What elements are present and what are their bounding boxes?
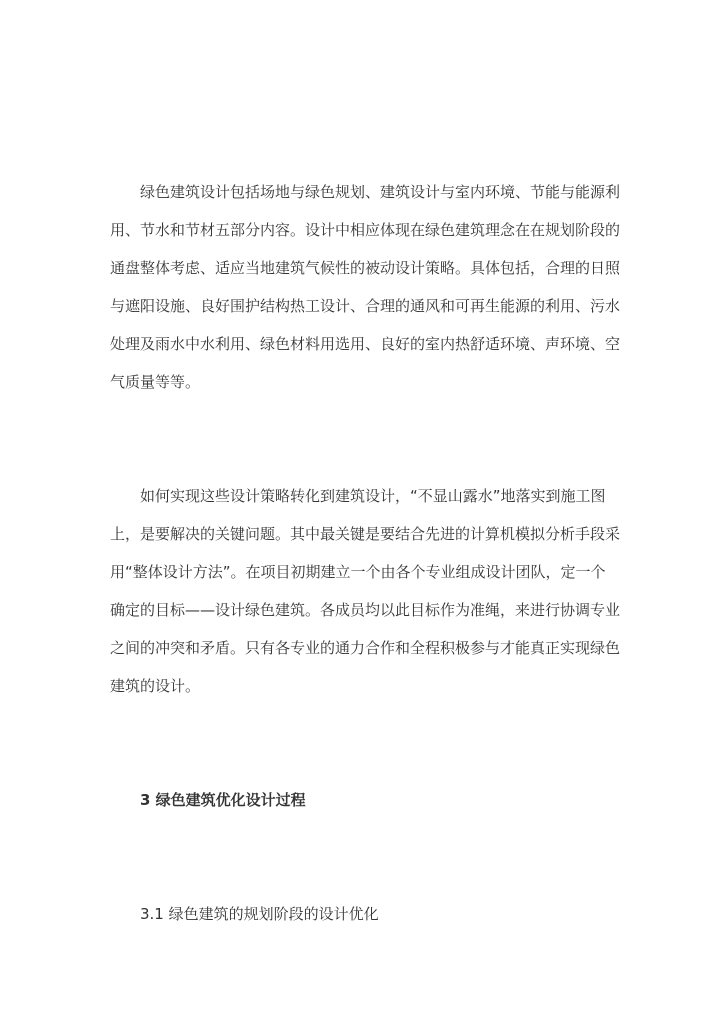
paragraph-line: 用“整体设计方法”。在项目初期建立一个由各个专业组成设计团队，定一个 [110, 563, 606, 581]
paragraph-line: 通盘整体考虑、适应当地建筑气候性的被动设计策略。具体包括，合理的日照 [110, 259, 621, 277]
paragraph-line: 用、节水和节材五部分内容。设计中相应体现在绿色建筑理念在在规划阶段的 [110, 221, 621, 239]
paragraph-line: 如何实现这些设计策略转化到建筑设计，“不显山露水”地落实到施工图 [140, 487, 606, 505]
paragraph-line: 与遮阳设施、良好围护结构热工设计、合理的通风和可再生能源的利用、污水 [110, 297, 621, 315]
paragraph-line: 建筑的设计。 [110, 677, 201, 695]
section-heading: 3 绿色建筑优化设计过程 [140, 791, 306, 809]
paragraph-line: 上，是要解决的关键问题。其中最关键是要结合先进的计算机模拟分析手段采 [110, 525, 621, 543]
paragraph-line: 确定的目标——设计绿色建筑。各成员均以此目标作为准绳，来进行协调专业 [110, 601, 621, 619]
paragraph-line: 处理及雨水中水利用、绿色材料用选用、良好的室内热舒适环境、声环境、空 [110, 335, 621, 353]
paragraph-line: 气质量等等。 [110, 373, 201, 391]
paragraph-line: 绿色建筑设计包括场地与绿色规划、建筑设计与室内环境、节能与能源利 [140, 183, 621, 201]
paragraph-line: 之间的冲突和矛盾。只有各专业的通力合作和全程积极参与才能真正实现绿色 [110, 639, 621, 657]
subsection-heading: 3.1 绿色建筑的规划阶段的设计优化 [140, 905, 379, 923]
